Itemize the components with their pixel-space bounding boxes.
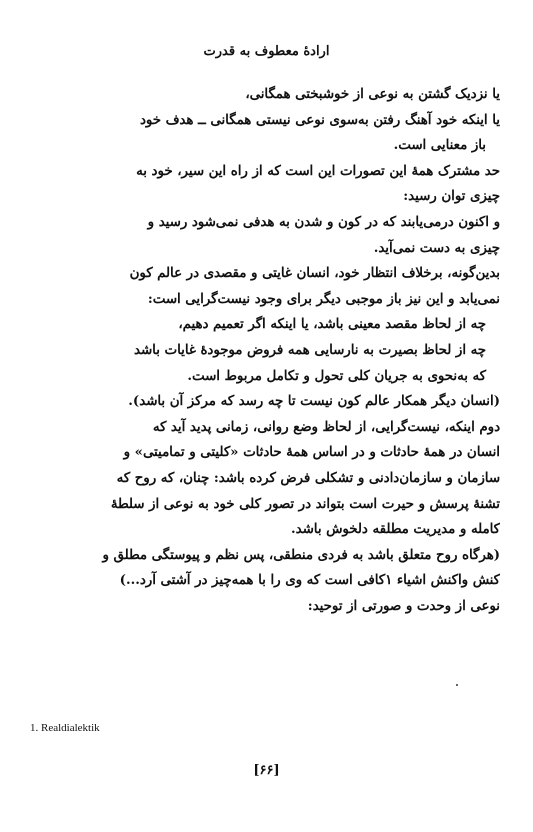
text-line: باز معنایی است. bbox=[393, 138, 486, 154]
text-line: چه از لحاظ مقصد معینی باشد، یا اینکه اگر تعمیم دهیم، bbox=[178, 317, 486, 333]
text-line: چیزی توان رسید: bbox=[403, 189, 500, 205]
text-line: نوعی از وحدت و صورتی از توحید: bbox=[307, 598, 500, 614]
text-line: یا نزدیک گشتن به نوعی از خوشبختی همگانی، bbox=[245, 87, 500, 102]
text-line: کامله و مدیریت مطلقه دلخوش باشد. bbox=[291, 522, 500, 538]
text-line: یا اینکه خود آهنگ رفتن به‌سوی نوعی نیستی همگانی ــ هدف خود bbox=[139, 112, 500, 128]
text-line: تشنهٔ پرسش و حیرت است بتواند در تصور کلی خود به نوعی از سلطهٔ bbox=[110, 496, 500, 512]
text-line: انسان در همهٔ حادثات و در اساس همهٔ حادثات «کلیتی و تمامیتی» و bbox=[123, 445, 500, 461]
text-line: چیزی به دست نمی‌آید. bbox=[373, 240, 500, 256]
text-line: سازمان و سازمان‌دادنی و تشکلی فرض کرده باشد: چنان، که روح که bbox=[116, 470, 500, 486]
text-line: حد مشترک همهٔ این تصورات این است که از راه این سیر، خود به bbox=[136, 163, 500, 179]
text-line: بدین‌گونه، برخلاف انتظار خود، انسان غایتی و مقصدی در عالم کون bbox=[129, 266, 500, 282]
footnote: 1. Realdialektik bbox=[30, 722, 100, 734]
text-line: که به‌نحوی به جریان کلی تحول و تکامل مربوط است. bbox=[187, 368, 486, 384]
text-line: نمی‌یابد و این نیز باز موجبی دیگر برای وجود نیست‌گرایی است: bbox=[147, 291, 500, 307]
text-line: دوم اینکه، نیست‌گرایی، از لحاظ وضع روانی، زمانی پدید آید که bbox=[152, 419, 500, 435]
page-number: [۶۶] bbox=[253, 763, 280, 778]
text-line: چه از لحاظ بصیرت به نارسایی همه فروض موجودهٔ غایات باشد bbox=[134, 342, 486, 358]
text-line: کنش واکنش اشیاء ۱کافی است که وی را با همه‌چیز در آشتی آرد...) bbox=[119, 573, 500, 589]
text-line: (هرگاه روح متعلق باشد به فردی منطقی، پس نظم و پیوستگی مطلق و bbox=[102, 547, 500, 563]
body-text bbox=[38, 82, 500, 619]
running-header: ارادهٔ معطوف به قدرت bbox=[203, 44, 330, 59]
stray-mark bbox=[456, 684, 458, 686]
text-line: (انسان دیگر همکار عالم کون نیست تا چه رسد که مرکز آن باشد). bbox=[128, 394, 500, 410]
text-line: و اکنون درمی‌یابند که در کون و شدن به هدفی نمی‌شود رسید و bbox=[147, 214, 500, 230]
